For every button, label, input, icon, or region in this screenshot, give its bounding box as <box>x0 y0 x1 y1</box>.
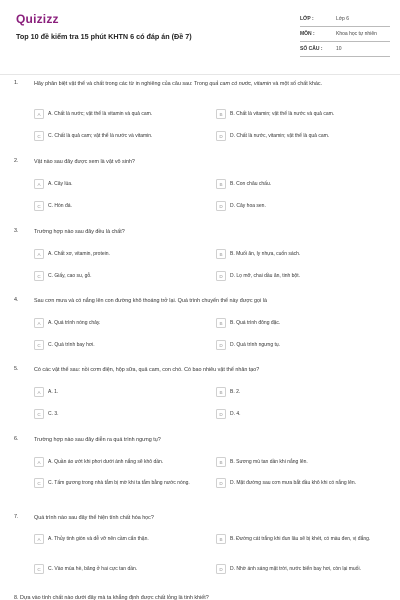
meta-row-grade <box>300 14 390 27</box>
option-letter-box: D <box>216 201 226 211</box>
option-letter-box: A <box>34 318 44 328</box>
question-text: Trường hợp nào sau đây diễn ra quá trình ngưng tụ? <box>34 437 161 443</box>
option-d[interactable] <box>216 201 386 215</box>
option-text: D. Quá trình ngưng tụ. <box>230 342 281 348</box>
option-letter-box: C <box>34 564 44 574</box>
meta-key: LỚP : <box>300 16 314 22</box>
option-letter-box: D <box>216 409 226 419</box>
option-text: C. Tấm gương trong nhà tắm bị mờ khi ta tắm bằng nước nóng. <box>48 480 190 486</box>
option-text: B. Sương mù tan dần khi nắng lên. <box>230 459 308 465</box>
option-a[interactable] <box>34 534 204 548</box>
option-text: C. Chất là quả cam; vật thể là nước và vitamin. <box>48 133 153 139</box>
question-text: 8. Dựa vào tính chất nào dưới đây mà ta khẳng định được chất lỏng là tinh khiết? <box>14 595 209 600</box>
option-text: D. Lọ mỡ, chai dầu ăn, tinh bột. <box>230 273 300 279</box>
worksheet-header <box>0 0 400 70</box>
meta-value: Khoa học tự nhiên <box>336 31 377 37</box>
meta-value: 10 <box>336 46 342 52</box>
option-letter-box: D <box>216 340 226 350</box>
option-text: C. Giấy, cao su, gỗ. <box>48 273 92 279</box>
option-a[interactable] <box>34 179 204 193</box>
question-text-part: và một số chất khác. <box>271 81 323 87</box>
option-letter-box: A <box>34 387 44 397</box>
option-letter-box: B <box>216 534 226 544</box>
option-text: C. Vào mùa hè, băng ở hai cực tan dần. <box>48 566 138 572</box>
option-text: D. Cây hoa sen. <box>230 203 266 209</box>
option-text: A. Thủy tinh giòn và dễ vỡ nên cầm cẩn thận. <box>48 536 149 542</box>
option-b[interactable] <box>216 179 386 193</box>
option-letter-box: D <box>216 478 226 488</box>
option-letter-box: B <box>216 387 226 397</box>
question-number: 4. <box>14 297 19 303</box>
meta-value: Lớp 6 <box>336 16 350 22</box>
option-letter-box: A <box>34 534 44 544</box>
option-text: A. Chất là nước; vật thể là vitamin và quả cam. <box>48 111 153 117</box>
option-a[interactable] <box>34 318 204 332</box>
meta-key: SỐ CÂU : <box>300 46 323 52</box>
option-b[interactable] <box>216 457 386 471</box>
option-a[interactable] <box>34 457 204 471</box>
option-c[interactable] <box>34 478 204 492</box>
question-text <box>34 80 386 88</box>
question-text-part: Hãy phân biệt vật thể và chất trong các từ in nghiêng của câu sau: Trong <box>34 81 210 87</box>
option-text: A. 1. <box>48 389 59 395</box>
option-text: B. Muối ăn, ly nhựa, cuốn sách. <box>230 251 301 257</box>
option-letter-box: C <box>34 409 44 419</box>
meta-key: MÔN : <box>300 31 315 37</box>
option-c[interactable] <box>34 201 204 215</box>
option-text: B. Đường cát trắng khi đun lâu sẽ bị khét, có màu đen, vị đắng. <box>230 536 371 542</box>
option-letter-box: B <box>216 318 226 328</box>
quizizz-logo: Quizizz <box>16 12 59 26</box>
question-text: Vật nào sau đây được xem là vật vô sinh? <box>34 159 135 165</box>
question-text: Có các vật thể sau: nồi cơm điện, hộp sữa, quả cam, con chó. Có bao nhiêu vật thể nhân tạo? <box>34 367 260 373</box>
option-letter-box: C <box>34 478 44 488</box>
option-text: A. Chất xơ, vitamin, protein. <box>48 251 110 257</box>
question-text: Quá trình nào sau đây thể hiện tính chất hóa học? <box>34 515 154 521</box>
question-text: Sau cơn mưa và có nắng lên con đường khô thoáng trở lại. Quá trình chuyển thể này được gọi là <box>34 298 267 304</box>
option-b[interactable] <box>216 318 386 332</box>
option-letter-box: C <box>34 340 44 350</box>
option-letter-box: D <box>216 564 226 574</box>
page-title: Top 10 đề kiểm tra 15 phút KHTN 6 có đáp án (Đề 7) <box>16 32 192 41</box>
option-d[interactable] <box>216 340 386 354</box>
question-number: 2. <box>14 158 19 164</box>
option-a[interactable] <box>34 249 204 263</box>
option-text: A. Cây lúa. <box>48 181 73 187</box>
option-text: A. Quá trình nóng chảy. <box>48 320 101 326</box>
option-text: D. Nhờ ánh sáng mặt trời, nước biển bay hơi, còn lại muối. <box>230 566 361 572</box>
option-text: C. Quá trình bay hơi. <box>48 342 95 348</box>
option-d[interactable] <box>216 131 386 145</box>
option-c[interactable] <box>34 409 204 423</box>
option-a[interactable] <box>34 387 204 401</box>
option-text: A. Quần áo ướt khi phơi dưới ánh nắng sẽ khô dần. <box>48 459 164 465</box>
option-letter-box: D <box>216 131 226 141</box>
option-text: B. Quá trình đông đặc. <box>230 320 281 326</box>
meta-table <box>300 14 390 59</box>
question-number: 5. <box>14 366 19 372</box>
option-letter-box: A <box>34 249 44 259</box>
option-text: C. Hòn đá. <box>48 203 72 209</box>
option-a[interactable] <box>34 109 204 123</box>
question-text: Trường hợp nào sau đây đều là chất? <box>34 229 125 235</box>
option-b[interactable] <box>216 534 386 548</box>
option-b[interactable] <box>216 249 386 263</box>
option-text: B. Con châu chấu. <box>230 181 272 187</box>
question-number: 1. <box>14 80 19 86</box>
option-letter-box: B <box>216 109 226 119</box>
option-d[interactable] <box>216 271 386 285</box>
option-letter-box: A <box>34 179 44 189</box>
option-letter-box: A <box>34 109 44 119</box>
option-letter-box: B <box>216 249 226 259</box>
option-b[interactable] <box>216 109 386 123</box>
header-divider <box>0 74 400 75</box>
option-c[interactable] <box>34 340 204 354</box>
option-letter-box: C <box>34 131 44 141</box>
option-letter-box: D <box>216 271 226 281</box>
option-letter-box: C <box>34 201 44 211</box>
option-c[interactable] <box>34 131 204 145</box>
option-letter-box: C <box>34 271 44 281</box>
option-d[interactable] <box>216 478 386 492</box>
option-letter-box: A <box>34 457 44 467</box>
option-text: D. 4. <box>230 411 241 417</box>
option-letter-box: B <box>216 179 226 189</box>
option-letter-box: B <box>216 457 226 467</box>
option-d[interactable] <box>216 409 386 423</box>
option-b[interactable] <box>216 387 386 401</box>
meta-row-subject <box>300 29 390 42</box>
question-8-cut-off <box>0 594 400 600</box>
question-number: 7. <box>14 514 19 520</box>
option-c[interactable] <box>34 271 204 285</box>
question-text-emphasis: quả cam có nước, vitamin <box>209 81 272 87</box>
option-text: B. Chất là vitamin; vật thể là nước và quả cam. <box>230 111 335 117</box>
option-text: C. 3. <box>48 411 59 417</box>
meta-row-count <box>300 44 390 57</box>
question-number: 3. <box>14 228 19 234</box>
option-text: B. 2. <box>230 389 241 395</box>
option-d[interactable] <box>216 564 386 578</box>
option-text: D. Chất là nước, vitamin; vật thể là quả cam. <box>230 133 330 139</box>
option-text: D. Mặt đường sau cơn mưa bắt đầu khô khi có nắng lên. <box>230 480 357 486</box>
question-number: 6. <box>14 436 19 442</box>
option-c[interactable] <box>34 564 204 578</box>
